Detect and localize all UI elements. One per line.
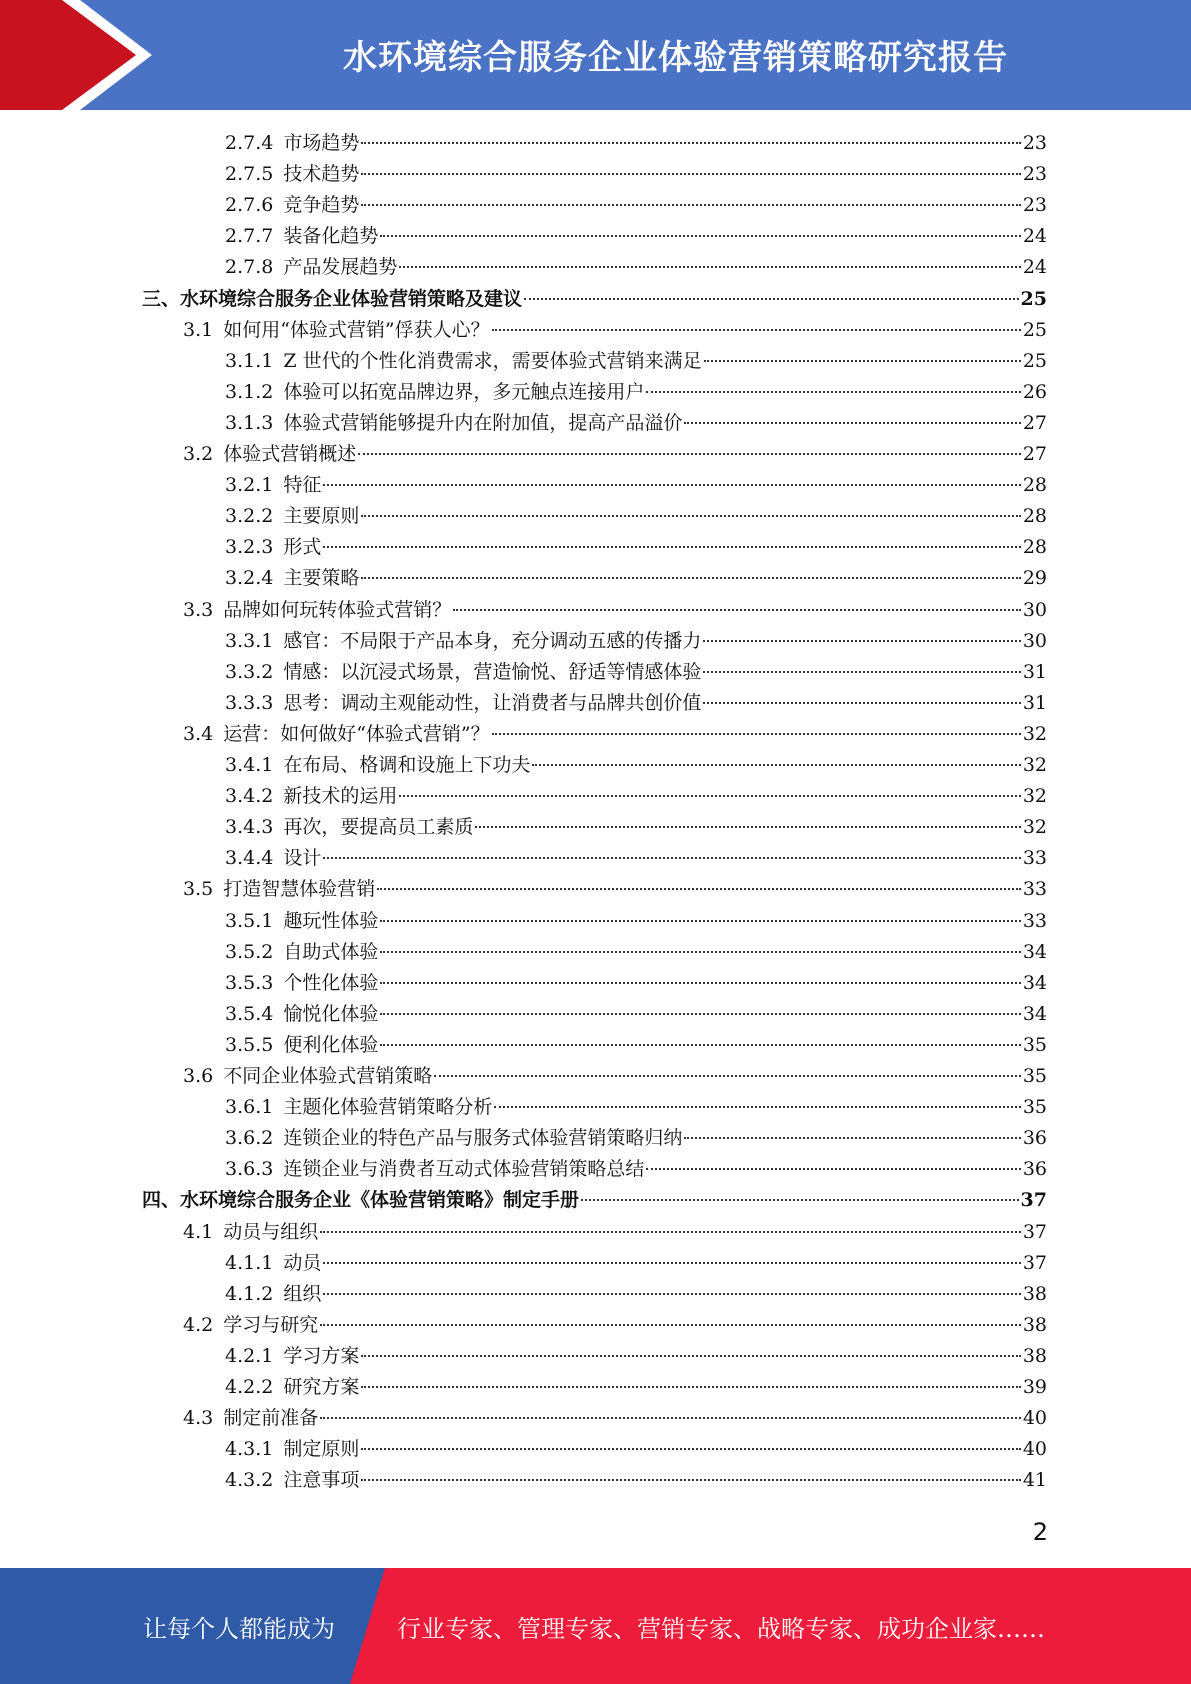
toc-dot-leader <box>492 732 1021 735</box>
toc-entry-title: 动员与组织 <box>223 1220 319 1243</box>
toc-entry-title: 如何用“体验式营销”俘获人心？ <box>223 318 490 341</box>
toc-entry-page: 35 <box>1022 1065 1047 1087</box>
toc-entry[interactable] <box>225 1465 1047 1496</box>
toc-entry-number: 3.5 <box>183 878 214 901</box>
toc-entry-number: 3.5.5 <box>225 1033 274 1056</box>
toc-entry[interactable] <box>225 1341 1047 1372</box>
toc-entry-number: 3.2.4 <box>225 567 274 590</box>
toc-entry-page: 33 <box>1022 878 1047 901</box>
toc-dot-leader <box>380 234 1020 237</box>
toc-entry-title: 竞争趋势 <box>283 194 360 217</box>
toc-entry-number: 四、 <box>142 1189 181 1212</box>
toc-entry-number: 3.2.2 <box>225 505 274 528</box>
toc-entry[interactable] <box>225 781 1047 812</box>
toc-entry-number: 3.3.1 <box>225 629 274 652</box>
toc-dot-leader <box>358 452 1021 455</box>
toc-entry[interactable] <box>225 252 1047 283</box>
toc-dot-leader <box>323 1292 1020 1295</box>
toc-dot-leader <box>399 794 1020 797</box>
toc-entry-number: 3.6.2 <box>225 1127 274 1150</box>
toc-entry-title: 设计 <box>283 847 322 870</box>
toc-entry-page: 32 <box>1022 754 1047 776</box>
toc-entry-title: 主要原则 <box>283 505 360 528</box>
toc-dot-leader <box>703 639 1020 642</box>
toc-entry[interactable] <box>225 159 1047 190</box>
toc-entry-title: 打造智慧体验营销 <box>223 878 376 901</box>
toc-dot-leader <box>532 763 1020 766</box>
toc-dot-leader <box>684 1136 1020 1139</box>
toc-entry-page: 25 <box>1020 287 1047 310</box>
toc-entry-title: 动员 <box>283 1251 322 1274</box>
toc-dot-leader <box>361 172 1020 175</box>
toc-entry-number: 4.1 <box>183 1220 214 1243</box>
toc-entry[interactable] <box>225 563 1047 594</box>
toc-entry-number: 4.2.2 <box>225 1376 274 1398</box>
toc-entry-title: 水环境综合服务企业《体验营销策略》制定手册 <box>180 1189 580 1212</box>
toc-entry-page: 31 <box>1022 660 1047 683</box>
toc-entry-page: 24 <box>1022 256 1047 279</box>
toc-entry-number: 2.7.6 <box>225 194 274 217</box>
toc-entry[interactable] <box>142 284 1047 315</box>
toc-entry[interactable] <box>225 968 1047 999</box>
toc-entry-page: 24 <box>1022 225 1047 248</box>
toc-entry-number: 3.6.3 <box>225 1158 274 1181</box>
toc-entry-title: 组织 <box>283 1282 322 1305</box>
toc-entry-number: 4.3 <box>183 1407 214 1430</box>
footer-slogan-right: 行业专家、管理专家、营销专家、战略专家、成功企业家…… <box>397 1614 1045 1643</box>
toc-entry[interactable] <box>225 1248 1047 1279</box>
toc-entry-page: 36 <box>1022 1127 1047 1150</box>
toc-entry-number: 4.1.1 <box>225 1251 274 1274</box>
toc-entry-page: 38 <box>1022 1282 1047 1305</box>
toc-entry-title: 连锁企业与消费者互动式体验营销策略总结 <box>283 1158 645 1181</box>
toc-entry-number: 3.6.1 <box>225 1096 274 1119</box>
toc-entry-title: 再次，要提高员工素质 <box>283 816 474 839</box>
toc-dot-leader <box>646 1167 1020 1170</box>
toc-dot-leader <box>380 1012 1020 1015</box>
toc-dot-leader <box>320 1323 1021 1326</box>
toc-dot-leader <box>380 981 1020 984</box>
toc-entry[interactable] <box>225 688 1047 719</box>
toc-entry-number: 3.2 <box>183 443 214 465</box>
toc-dot-leader <box>320 1230 1021 1233</box>
toc-entry-number: 3.1.3 <box>225 411 274 434</box>
toc-dot-leader <box>323 483 1020 486</box>
toc-dot-leader <box>361 1478 1020 1481</box>
toc-entry-title: 主要策略 <box>283 567 360 590</box>
toc-entry-title: 新技术的运用 <box>283 785 398 808</box>
toc-entry-title: 个性化体验 <box>283 971 379 994</box>
toc-entry[interactable] <box>225 843 1047 874</box>
toc-entry-page: 36 <box>1022 1158 1047 1181</box>
toc-entry-number: 3.5.1 <box>225 909 274 932</box>
toc-dot-leader <box>475 825 1020 828</box>
toc-entry-number: 3.3.3 <box>225 691 274 714</box>
toc-entry-title: 学习方案 <box>283 1344 360 1367</box>
toc-entry-page: 37 <box>1022 1251 1047 1274</box>
toc-entry-number: 3.4 <box>183 722 214 745</box>
toc-entry-title: 形式 <box>283 536 322 559</box>
toc-entry[interactable] <box>225 1092 1047 1123</box>
toc-entry-number: 3.1.2 <box>225 380 274 403</box>
toc-entry-number: 3.5.2 <box>225 940 274 963</box>
page-header <box>0 0 1191 110</box>
toc-dot-leader <box>524 297 1019 300</box>
toc-entry-page: 28 <box>1022 474 1047 497</box>
toc-dot-leader <box>581 1198 1019 1201</box>
toc-entry-title: 制定原则 <box>283 1438 360 1461</box>
toc-entry[interactable] <box>225 1279 1047 1310</box>
toc-entry[interactable] <box>225 128 1047 159</box>
toc-dot-leader <box>361 1354 1020 1357</box>
toc-entry-number: 2.7.4 <box>225 132 274 154</box>
toc-entry[interactable] <box>183 315 1047 346</box>
toc-entry[interactable] <box>225 346 1047 377</box>
footer-slogan-left: 让每个人都能成为 <box>143 1614 335 1643</box>
toc-dot-leader <box>377 887 1021 890</box>
toc-entry[interactable] <box>183 1217 1047 1248</box>
toc-entry-title: 在布局、格调和设施上下功夫 <box>283 754 531 776</box>
toc-dot-leader <box>684 421 1020 424</box>
toc-entry-page: 25 <box>1022 349 1047 372</box>
toc-dot-leader <box>646 390 1020 393</box>
toc-entry-number: 3.4.2 <box>225 785 274 808</box>
toc-entry-page: 37 <box>1022 1220 1047 1243</box>
toc-dot-leader <box>361 514 1020 517</box>
toc-dot-leader <box>323 1261 1020 1264</box>
toc-entry-number: 4.1.2 <box>225 1282 274 1305</box>
toc-dot-leader <box>494 1105 1020 1108</box>
toc-entry-title: 注意事项 <box>283 1469 360 1492</box>
toc-entry-page: 40 <box>1022 1407 1047 1430</box>
toc-entry-number: 3.4.1 <box>225 754 274 776</box>
toc-entry-page: 28 <box>1022 536 1047 559</box>
toc-entry-page: 34 <box>1022 940 1047 963</box>
toc-dot-leader <box>453 608 1021 611</box>
toc-dot-leader <box>320 1416 1021 1419</box>
toc-entry[interactable] <box>225 906 1047 937</box>
toc-entry-title: 技术趋势 <box>283 163 360 186</box>
report-title: 水环境综合服务企业体验营销策略研究报告 <box>343 37 1008 78</box>
toc-entry-title: 研究方案 <box>283 1376 360 1398</box>
toc-entry-title: 连锁企业的特色产品与服务式体验营销策略归纳 <box>283 1127 683 1150</box>
toc-dot-leader <box>399 265 1020 268</box>
toc-entry-page: 38 <box>1022 1313 1047 1336</box>
toc-entry-page: 38 <box>1022 1344 1047 1367</box>
toc-entry[interactable] <box>225 999 1047 1030</box>
toc-entry-title: 自助式体验 <box>283 940 379 963</box>
toc-dot-leader <box>380 1043 1020 1046</box>
toc-entry[interactable] <box>225 470 1047 501</box>
toc-entry-title: 产品发展趋势 <box>283 256 398 279</box>
toc-entry[interactable] <box>225 937 1047 968</box>
toc-entry-title: 制定前准备 <box>223 1407 319 1430</box>
toc-entry[interactable] <box>183 1403 1047 1434</box>
toc-dot-leader <box>361 576 1020 579</box>
toc-entry-title: 学习与研究 <box>223 1313 319 1336</box>
toc-entry[interactable] <box>225 812 1047 843</box>
toc-dot-leader <box>380 950 1020 953</box>
page-footer <box>0 1568 1191 1684</box>
toc-entry-title: 主题化体验营销策略分析 <box>283 1096 493 1119</box>
toc-dot-leader <box>361 203 1020 206</box>
toc-entry-number: 4.3.1 <box>225 1438 274 1461</box>
toc-dot-leader <box>703 670 1020 673</box>
toc-entry[interactable] <box>225 657 1047 688</box>
toc-entry[interactable] <box>183 719 1047 750</box>
toc-entry-page: 33 <box>1022 909 1047 932</box>
toc-entry[interactable] <box>225 501 1047 532</box>
toc-entry-title: 情感：以沉浸式场景，营造愉悦、舒适等情感体验 <box>283 660 702 683</box>
toc-entry[interactable] <box>225 750 1047 781</box>
toc-dot-leader <box>703 701 1020 704</box>
toc-entry[interactable] <box>225 1030 1047 1061</box>
toc-dot-leader <box>361 141 1020 144</box>
toc-dot-leader <box>361 1447 1020 1450</box>
toc-entry-number: 3.4.4 <box>225 847 274 870</box>
toc-entry-page: 23 <box>1022 163 1047 186</box>
toc-entry-page: 28 <box>1022 505 1047 528</box>
toc-entry-number: 2.7.5 <box>225 163 274 186</box>
page-number: 2 <box>1032 1518 1048 1546</box>
toc-entry-page: 35 <box>1022 1096 1047 1119</box>
toc-entry-page: 23 <box>1022 132 1047 154</box>
toc-entry-page: 33 <box>1022 847 1047 870</box>
toc-entry-number: 3.5.3 <box>225 971 274 994</box>
toc-entry[interactable] <box>225 532 1047 563</box>
toc-entry[interactable] <box>225 221 1047 252</box>
toc-entry[interactable] <box>183 874 1047 905</box>
toc-entry[interactable] <box>183 595 1047 626</box>
toc-entry-title: 品牌如何玩转体验式营销？ <box>223 598 452 621</box>
toc-entry[interactable] <box>225 1372 1047 1403</box>
toc-entry-title: 运营：如何做好“体验式营销”？ <box>223 722 490 745</box>
toc-entry-number: 2.7.7 <box>225 225 274 248</box>
toc-entry[interactable] <box>225 1154 1047 1185</box>
toc-entry-page: 40 <box>1022 1438 1047 1461</box>
toc-entry-number: 3.3 <box>183 598 214 621</box>
toc-entry-title: 体验式营销能够提升内在附加值，提高产品溢价 <box>283 411 683 434</box>
toc-dot-leader <box>323 856 1020 859</box>
toc-entry-title: 便利化体验 <box>283 1033 379 1056</box>
toc-entry[interactable] <box>225 408 1047 439</box>
toc-entry[interactable] <box>142 1185 1047 1216</box>
toc-entry[interactable] <box>225 1123 1047 1154</box>
toc-entry-page: 39 <box>1022 1376 1047 1398</box>
toc-entry-page: 37 <box>1020 1189 1047 1212</box>
toc-entry-title: 感官：不局限于产品本身，充分调动五感的传播力 <box>283 629 702 652</box>
toc-entry[interactable] <box>225 626 1047 657</box>
toc-entry[interactable] <box>183 1310 1047 1341</box>
toc-dot-leader <box>361 1385 1020 1388</box>
toc-entry-page: 32 <box>1022 722 1047 745</box>
toc-entry-title: 不同企业体验式营销策略 <box>223 1065 433 1087</box>
toc-entry[interactable] <box>225 190 1047 221</box>
toc-entry-title: 趣玩性体验 <box>283 909 379 932</box>
toc-entry-title: Z 世代的个性化消费需求，需要体验式营销来满足 <box>283 349 702 372</box>
toc-entry-page: 31 <box>1022 691 1047 714</box>
toc-entry-number: 4.3.2 <box>225 1469 274 1492</box>
toc-entry-page: 34 <box>1022 1002 1047 1025</box>
toc-entry-number: 3.6 <box>183 1065 214 1087</box>
toc-entry-number: 3.5.4 <box>225 1002 274 1025</box>
toc-entry[interactable] <box>183 1061 1047 1092</box>
toc-entry-page: 41 <box>1022 1469 1047 1492</box>
toc-dot-leader <box>434 1074 1021 1077</box>
toc-entry-title: 水环境综合服务企业体验营销策略及建议 <box>180 287 523 310</box>
toc-entry-number: 2.7.8 <box>225 256 274 279</box>
toc-entry-number: 3.2.1 <box>225 474 274 497</box>
toc-entry-title: 愉悦化体验 <box>283 1002 379 1025</box>
toc-entry-number: 3.1.1 <box>225 349 274 372</box>
toc-entry-page: 32 <box>1022 785 1047 808</box>
toc-entry-number: 3.3.2 <box>225 660 274 683</box>
toc-entry-number: 3.4.3 <box>225 816 274 839</box>
toc-entry[interactable] <box>183 439 1047 470</box>
toc-entry-page: 30 <box>1022 629 1047 652</box>
toc-entry-page: 32 <box>1022 816 1047 839</box>
toc-entry-page: 23 <box>1022 194 1047 217</box>
toc-dot-leader <box>492 328 1021 331</box>
toc-entry-number: 三、 <box>142 287 181 310</box>
toc-entry-number: 4.2.1 <box>225 1344 274 1367</box>
toc-entry-page: 26 <box>1022 380 1047 403</box>
toc-entry-number: 3.1 <box>183 318 214 341</box>
toc-entry-page: 29 <box>1022 567 1047 590</box>
toc-entry-page: 27 <box>1022 411 1047 434</box>
toc-entry-page: 34 <box>1022 971 1047 994</box>
toc-entry-title: 市场趋势 <box>283 132 360 154</box>
toc-entry-title: 思考：调动主观能动性，让消费者与品牌共创价值 <box>283 691 702 714</box>
toc-entry-page: 30 <box>1022 598 1047 621</box>
toc-entry[interactable] <box>225 377 1047 408</box>
toc-entry-title: 体验式营销概述 <box>223 443 357 465</box>
toc-entry[interactable] <box>225 1434 1047 1465</box>
toc-entry-page: 27 <box>1022 443 1047 465</box>
toc-dot-leader <box>704 359 1021 362</box>
toc-entry-title: 装备化趋势 <box>283 225 379 248</box>
toc-dot-leader <box>323 545 1020 548</box>
toc-dot-leader <box>380 919 1020 922</box>
toc-entry-number: 3.2.3 <box>225 536 274 559</box>
toc-entry-title: 体验可以拓宽品牌边界，多元触点连接用户 <box>283 380 645 403</box>
toc-entry-page: 25 <box>1022 318 1047 341</box>
toc-entry-number: 4.2 <box>183 1313 214 1336</box>
toc-entry-page: 35 <box>1022 1033 1047 1056</box>
toc-entry-title: 特征 <box>283 474 322 497</box>
